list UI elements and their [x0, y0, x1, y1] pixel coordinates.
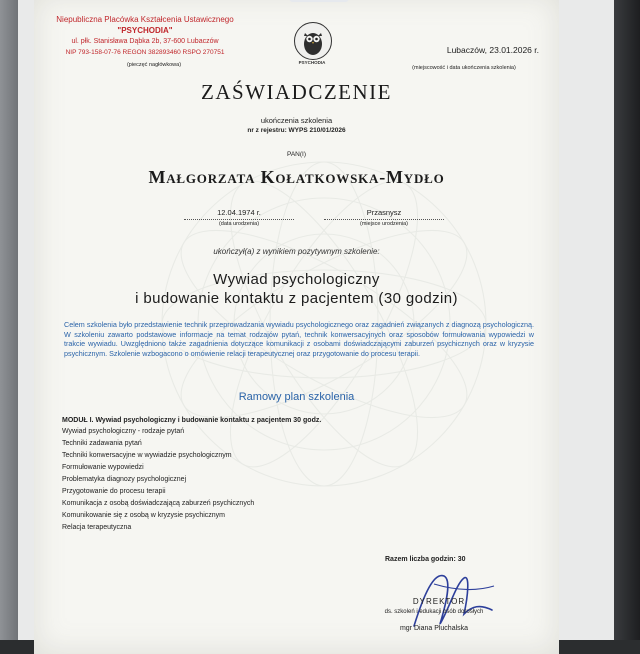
institution-name-line2: "PSYCHODIA"	[117, 26, 173, 35]
completed-text: ukończył(a) z wynikiem pozytywnym szkolenie:	[213, 247, 380, 256]
birth-date-caption: (data urodzenia)	[218, 221, 260, 227]
birth-place-caption: (miejsce urodzenia)	[360, 221, 408, 227]
registry-number: nr z rejestru: WYPS 210/01/2026	[247, 127, 346, 134]
stamp-caption: (pieczęć nagłówkowa)	[126, 62, 182, 68]
director-name: mgr Diana Pluchalska	[399, 625, 469, 632]
total-hours: Razem liczba godzin: 30	[385, 556, 466, 563]
institution-name-line1: Niepubliczna Placówka Kształcenia Ustawicznego	[56, 15, 234, 24]
module-item: Przygotowanie do procesu terapii	[62, 488, 166, 495]
certificate-paper	[34, 0, 559, 654]
module-item: Wywiad psychologiczny - rodzaje pytań	[62, 428, 185, 435]
module-item: Komunikowanie się z osobą w kryzysie psychicznym	[62, 512, 226, 519]
course-title-line1: Wywiad psychologiczny	[213, 271, 380, 288]
course-title	[74, 270, 519, 308]
pan-label: PAN(I)	[286, 151, 307, 158]
frame-right	[614, 0, 640, 640]
module-item: Formułowanie wypowiedzi	[62, 464, 144, 471]
institution-ids: NIP 793-158-07-76 REGON 382893460 RSPO 270751	[65, 49, 225, 56]
birth-date-line	[184, 219, 294, 220]
module-item: Techniki konwersacyjne w wywiadzie psychologicznym	[62, 452, 232, 459]
recipient-name: Małgorzata Kołatkowska-Mydło	[148, 167, 445, 187]
module-item: Problematyka diagnozy psychologicznej	[62, 476, 187, 483]
birth-date: 12.04.1974 r.	[217, 208, 261, 217]
institution-stamp	[46, 14, 244, 58]
certificate-subtitle: ukończenia szkolenia	[260, 116, 333, 125]
course-description: Celem szkolenia było przedstawienie technik przeprowadzania wywiadu psychologicznego oraz zagadnień związanych z diagnozą psychologiczną. W szkoleniu zawarto podstawowe informacje na temat rodzajów pytań, technik konwersacyjnych oraz sposobów formułowania wypowiedzi w trakcie wywiadu. Uwzględniono także zagadnienia dotyczące komunikacji z osobami doświadczającymi zaburzeń psychicznych oraz w kryzysie psychicznym. Szkolenie wzbogacono o omówienie relacji terapeutycznej oraz przygotowanie do procesu terapii.	[64, 320, 534, 358]
module-item: Komunikacja z osobą doświadczającą zaburzeń psychicznych	[62, 500, 255, 507]
module-item: Techniki zadawania pytań	[62, 440, 142, 447]
certificate-title: ZAŚWIADCZENIE	[201, 80, 392, 104]
course-title-line2: i budowanie kontaktu z pacjentem (30 godzin)	[135, 290, 458, 307]
module-item: Relacja terapeutyczna	[62, 524, 132, 531]
institution-address: ul. płk. Stanisława Dąbka 2b, 37-600 Lubaczów	[71, 38, 219, 45]
director-caption: ds. szkoleń i edukacji osób dorosłych	[384, 609, 484, 615]
top-ribbon	[289, 0, 349, 2]
birth-place: Przasnysz	[366, 208, 402, 217]
place-date-caption: (miejscowość i data ukończenia szkolenia)	[412, 65, 516, 71]
logo-label: PSYCHODIA	[298, 60, 326, 65]
owl-logo-icon	[294, 22, 332, 60]
plan-title: Ramowy plan szkolenia	[238, 391, 355, 403]
module-title: MODUŁ I. Wywiad psychologiczny i budowanie kontaktu z pacjentem 30 godz.	[62, 417, 322, 424]
birth-place-line	[324, 219, 444, 220]
director-title: DYREKTOR	[412, 597, 466, 606]
place-date: Lubaczów, 23.01.2026 r.	[446, 45, 539, 55]
